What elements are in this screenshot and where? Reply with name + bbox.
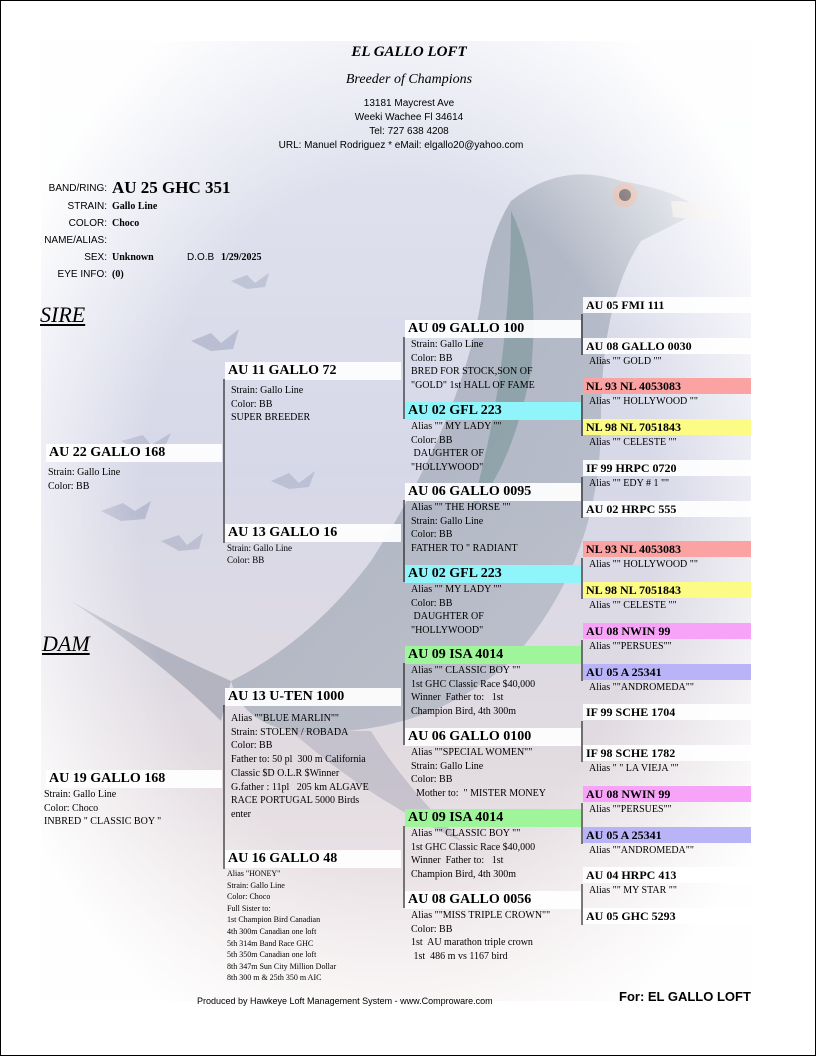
contact-line: URL: Manuel Rodriguez * eMail: elgallo20@yahoo.com <box>278 140 524 151</box>
detail-line: Color: BB <box>411 923 453 935</box>
g4-band-2: AU 08 GALLO 0030 <box>583 338 751 354</box>
address-line-2: Weeki Wachee Fl 34614 <box>354 112 464 123</box>
detail-line: SUPER BREEDER <box>231 412 311 424</box>
g4-card-1 <box>583 297 751 317</box>
g3-card-1 <box>405 320 581 393</box>
g3-card-5 <box>405 646 581 719</box>
g3-card-4 <box>405 565 581 638</box>
g4-band-16: AU 05 GHC 5293 <box>583 908 751 924</box>
detail-line: Color: Choco <box>44 802 99 814</box>
detail-line: DAUGHTER OF <box>411 611 484 623</box>
g4-alias-7: Alias "" HOLLYWOOD "" <box>589 559 698 570</box>
g4-card-15 <box>583 867 751 898</box>
eye-label: EYE INFO: <box>57 269 107 280</box>
detail-line: Champion Bird, 4th 300m <box>411 869 516 881</box>
detail-line: Strain: Gallo Line <box>411 515 484 527</box>
g4-card-14 <box>583 827 751 858</box>
detail-line: Color: BB <box>411 434 453 446</box>
loft-title: EL GALLO LOFT <box>351 44 467 60</box>
detail-line: FATHER TO " RADIANT <box>411 543 518 555</box>
g4-alias-15: Alias "" MY STAR "" <box>589 885 677 896</box>
detail-line: Strain: Gallo Line <box>227 880 285 890</box>
g4-card-9 <box>583 623 751 654</box>
detail-line: DAUGHTER OF <box>411 448 484 460</box>
detail-line: enter <box>231 808 251 820</box>
g4-alias-6 <box>583 517 751 521</box>
g4-band-11: IF 99 SCHE 1704 <box>583 704 751 720</box>
g4-card-5 <box>583 460 751 491</box>
dob-value: 1/29/2025 <box>221 252 262 263</box>
detail-line: Strain: Gallo Line <box>231 385 304 396</box>
detail-line: "GOLD" 1st HALL OF FAME <box>411 380 535 392</box>
g4-band-8: NL 98 NL 7051843 <box>583 582 751 598</box>
detail-line: Color: BB <box>227 555 265 565</box>
detail-line: Alias "" MY LADY "" <box>411 584 502 595</box>
g4-band-14: AU 05 A 25341 <box>583 827 751 843</box>
strain-value: Gallo Line <box>112 201 158 212</box>
g3-card-8 <box>405 891 581 964</box>
address-line-1: 13181 Maycrest Ave <box>363 98 455 109</box>
dam-heading: DAM <box>42 631 90 656</box>
g4-card-3 <box>583 378 751 409</box>
g4-band-9: AU 08 NWIN 99 <box>583 623 751 639</box>
detail-line: Strain: STOLEN / ROBADA <box>231 726 349 738</box>
g4-alias-9: Alias ""PERSUES"" <box>589 641 672 652</box>
detail-line: G.father : 11pl 205 km ALGAVE <box>231 781 369 793</box>
dob-label: D.O.B <box>187 252 215 263</box>
color-label: COLOR: <box>68 218 107 229</box>
g4-alias-11 <box>583 720 751 724</box>
detail-line: Alias "" MY LADY "" <box>411 421 502 432</box>
produced-by: Produced by Hawkeye Loft Management System - www.Comproware.com <box>197 996 493 1006</box>
detail-line: Father to: 50 pl 300 m California <box>231 754 366 766</box>
eye-value: (0) <box>112 269 124 280</box>
g3-band-1: AU 09 GALLO 100 <box>405 320 581 338</box>
detail-line: "HOLLYWOOD" <box>411 625 484 637</box>
g4-band-15: AU 04 HRPC 413 <box>583 867 751 883</box>
g4-alias-1 <box>583 313 751 317</box>
g4-alias-3: Alias "" HOLLYWOOD "" <box>589 396 698 407</box>
sire-card <box>46 444 222 493</box>
detail-line: Color: BB <box>411 529 453 541</box>
g4-band-5: IF 99 HRPC 0720 <box>583 460 751 476</box>
detail-line: BRED FOR STOCK,SON OF <box>411 366 533 378</box>
g4-alias-4: Alias "" CELESTE "" <box>589 437 677 448</box>
detail-line: Alias ""MISS TRIPLE CROWN"" <box>411 910 551 921</box>
g3-band-8: AU 08 GALLO 0056 <box>405 891 581 909</box>
g3-details-5 <box>405 664 581 719</box>
detail-line: 1st GHC Classic Race $40,000 <box>411 678 536 690</box>
phone-line: Tel: 727 638 4208 <box>369 126 449 137</box>
dam-card <box>46 770 222 829</box>
loft-subtitle: Breeder of Champions <box>345 72 473 87</box>
detail-line: Strain: Gallo Line <box>411 760 484 772</box>
sire-dam-band: AU 13 GALLO 16 <box>225 524 401 542</box>
detail-line: Champion Bird, 4th 300m <box>411 706 516 718</box>
g4-card-16 <box>583 908 751 928</box>
detail-line: 1st AU marathon triple crown <box>411 937 533 949</box>
g3-card-2 <box>405 402 581 475</box>
detail-line: Color: BB <box>231 740 273 752</box>
g4-alias-10: Alias ""ANDROMEDA"" <box>589 682 694 693</box>
g3-details-4 <box>405 583 581 638</box>
detail-line: Color: Choco <box>227 892 271 902</box>
detail-line: 1st GHC Classic Race $40,000 <box>411 841 536 853</box>
g4-band-13: AU 08 NWIN 99 <box>583 786 751 802</box>
detail-line: Strain: Gallo Line <box>411 339 484 350</box>
detail-line: 5th 314m Band Race GHC <box>227 938 314 948</box>
sire-details <box>46 466 222 493</box>
g3-details-1 <box>405 338 581 393</box>
dam-dam-details <box>225 868 401 984</box>
g3-card-7 <box>405 809 581 882</box>
g4-alias-5: Alias "" EDY # 1 "" <box>589 478 670 489</box>
dam-sire-band: AU 13 U-TEN 1000 <box>225 688 401 706</box>
detail-line: Winner Father to: 1st <box>411 692 504 704</box>
g4-alias-16 <box>583 924 751 928</box>
g4-card-7 <box>583 541 751 572</box>
g4-card-4 <box>583 419 751 450</box>
detail-line: RACE PORTUGAL 5000 Birds <box>231 795 360 807</box>
detail-line: Alias ""SPECIAL WOMEN"" <box>411 747 533 758</box>
sire-band: AU 22 GALLO 168 <box>46 444 222 462</box>
g4-band-12: IF 98 SCHE 1782 <box>583 745 751 761</box>
detail-line: Color: BB <box>411 352 453 364</box>
detail-line: 1st Champion Bird Canadian <box>227 915 321 925</box>
detail-line: 8th 347m Sun City Million Dollar <box>227 961 337 971</box>
dam-sire-details <box>225 712 401 822</box>
detail-line: Alias "" CLASSIC BOY "" <box>411 665 521 676</box>
g4-alias-8: Alias "" CELESTE "" <box>589 600 677 611</box>
g4-band-4: NL 98 NL 7051843 <box>583 419 751 435</box>
detail-line: Strain: Gallo Line <box>227 543 292 553</box>
detail-line: Color: BB <box>48 480 90 492</box>
band-value: AU 25 GHC 351 <box>112 178 231 197</box>
g4-card-6 <box>583 501 751 521</box>
g3-band-7: AU 09 ISA 4014 <box>405 809 581 827</box>
g3-details-6 <box>405 746 581 801</box>
detail-line: Alias "" THE HORSE "" <box>411 502 511 513</box>
g4-card-11 <box>583 704 751 724</box>
dam-sire-card <box>225 688 401 822</box>
dam-dam-band: AU 16 GALLO 48 <box>225 850 401 868</box>
detail-line: Classic $D O.L.R $Winner <box>231 767 340 779</box>
sex-label: SEX: <box>84 252 107 263</box>
g4-band-10: AU 05 A 25341 <box>583 664 751 680</box>
g4-card-2 <box>583 338 751 369</box>
g4-band-1: AU 05 FMI 111 <box>583 297 751 313</box>
detail-line: 4th 300m Canadian one loft <box>227 926 317 936</box>
g3-details-3 <box>405 501 581 556</box>
detail-line: Color: BB <box>411 597 453 609</box>
sex-value: Unknown <box>112 252 154 263</box>
detail-line: Alias "" CLASSIC BOY "" <box>411 828 521 839</box>
sire-sire-card <box>225 362 401 425</box>
detail-line: 8th 300 m & 25th 350 m AIC <box>227 973 322 983</box>
name-alias-label: NAME/ALIAS: <box>44 235 107 246</box>
g4-band-7: NL 93 NL 4053083 <box>583 541 751 557</box>
g3-details-2 <box>405 420 581 475</box>
g4-alias-2: Alias "" GOLD "" <box>589 356 662 367</box>
for-loft: For: EL GALLO LOFT <box>619 989 751 1004</box>
g4-card-13 <box>583 786 751 817</box>
g4-band-3: NL 93 NL 4053083 <box>583 378 751 394</box>
dam-band: AU 19 GALLO 168 <box>46 770 222 788</box>
color-value: Choco <box>112 218 140 229</box>
detail-line: "HOLLYWOOD" <box>411 462 484 474</box>
detail-line: INBRED " CLASSIC BOY " <box>44 816 162 828</box>
detail-line: 1st 486 m vs 1167 bird <box>411 951 508 963</box>
detail-line: Strain: Gallo Line <box>48 467 121 478</box>
g3-band-3: AU 06 GALLO 0095 <box>405 483 581 501</box>
detail-line: Mother to: " MISTER MONEY <box>411 788 546 800</box>
g4-card-10 <box>583 664 751 695</box>
sire-dam-card <box>225 524 401 566</box>
g3-band-2: AU 02 GFL 223 <box>405 402 581 420</box>
detail-line: Strain: Gallo Line <box>44 789 117 800</box>
g4-band-6: AU 02 HRPC 555 <box>583 501 751 517</box>
sire-sire-details <box>225 384 401 425</box>
dam-dam-card <box>225 850 401 984</box>
g3-details-7 <box>405 827 581 882</box>
detail-line: Color: BB <box>231 398 273 410</box>
strain-label: STRAIN: <box>67 201 107 212</box>
detail-line: Alias ""BLUE MARLIN"" <box>231 713 339 724</box>
g4-alias-13: Alias ""PERSUES"" <box>589 804 672 815</box>
g4-alias-14: Alias ""ANDROMEDA"" <box>589 845 694 856</box>
g3-band-5: AU 09 ISA 4014 <box>405 646 581 664</box>
g3-band-4: AU 02 GFL 223 <box>405 565 581 583</box>
g3-card-6 <box>405 728 581 801</box>
g4-card-12 <box>583 745 751 776</box>
detail-line: Winner Father to: 1st <box>411 855 504 867</box>
detail-line: Full Sister to: <box>227 903 271 913</box>
g3-card-3 <box>405 483 581 556</box>
g3-details-8 <box>405 909 581 964</box>
band-label: BAND/RING: <box>48 183 107 194</box>
sire-dam-details <box>225 542 401 566</box>
g4-alias-12: Alias " " LA VIEJA "" <box>589 763 679 774</box>
detail-line: Color: BB <box>411 774 453 786</box>
g4-card-8 <box>583 582 751 613</box>
dam-details <box>44 788 222 829</box>
sire-sire-band: AU 11 GALLO 72 <box>225 362 401 380</box>
detail-line: 5th 350m Canadian one loft <box>227 950 317 960</box>
g3-band-6: AU 06 GALLO 0100 <box>405 728 581 746</box>
detail-line: Alias "HONEY" <box>227 869 281 878</box>
sire-heading: SIRE <box>40 302 86 327</box>
